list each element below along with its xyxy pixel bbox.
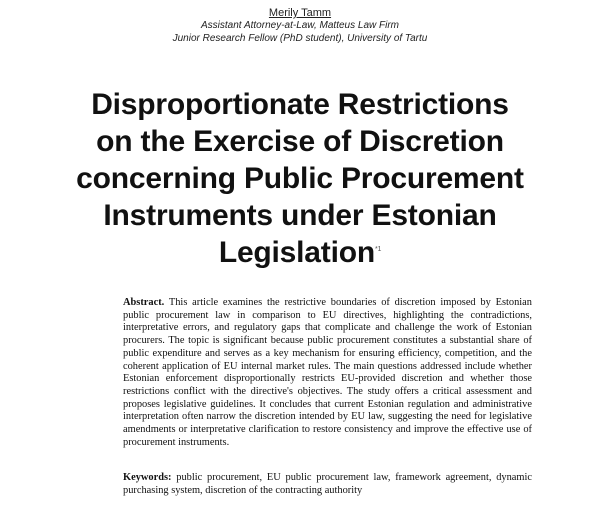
abstract-label: Abstract. (123, 297, 165, 308)
abstract-paragraph (123, 297, 532, 449)
keywords-label: Keywords: (123, 472, 172, 483)
title-line-4: Instruments under Estonian (103, 199, 497, 232)
author-block (0, 7, 600, 45)
keywords-paragraph (123, 472, 532, 497)
keywords-text: public procurement, EU public procurement law, framework agreement, dynamic purchasing system, discretion of the contracting authority (123, 472, 532, 496)
title-line-5-text: Legislation (218, 236, 375, 269)
author-affiliation-2: Junior Research Fellow (PhD student), University of Tartu (172, 32, 428, 44)
abstract-text: This article examines the restrictive boundaries of discretion imposed by Estonian public procurement law in comparison to EU directives, highlighting the contradictions, interpretative errors, and regulatory gaps that complicate and challenge the work of Estonian procurers. The topic is significant because public procurement constitutes a substantial share of public expenditure and serves as a key mechanism for ensuring efficiency, competition, and the coherent application of EU internal market rules. The main questions addressed include whether Estonian enforcement disproportionally restricts EU-provided discretion and whether those restrictions conflict with the directive's objectives. The study offers a critical assessment and proposes legislative guidelines. It concludes that current Estonian regulation and administrative interpretation often narrow the discretion intended by EU law, suggesting the need for legislative amendments or interpretative clarification to restore consistency and improve the effective use of procurement instruments. (123, 297, 532, 448)
title-line-2: on the Exercise of Discretion (96, 125, 504, 158)
title-line-5 (0, 234, 600, 271)
author-name: Merily Tamm (268, 7, 332, 19)
author-affiliation-1: Assistant Attorney-at-Law, Matteus Law Firm (200, 20, 400, 31)
title-footnote-marker[interactable]: *1 (374, 246, 382, 253)
title-line-1: Disproportionate Restrictions (91, 88, 509, 121)
article-title (0, 86, 600, 271)
title-line-3: concerning Public Procurement (76, 162, 524, 195)
